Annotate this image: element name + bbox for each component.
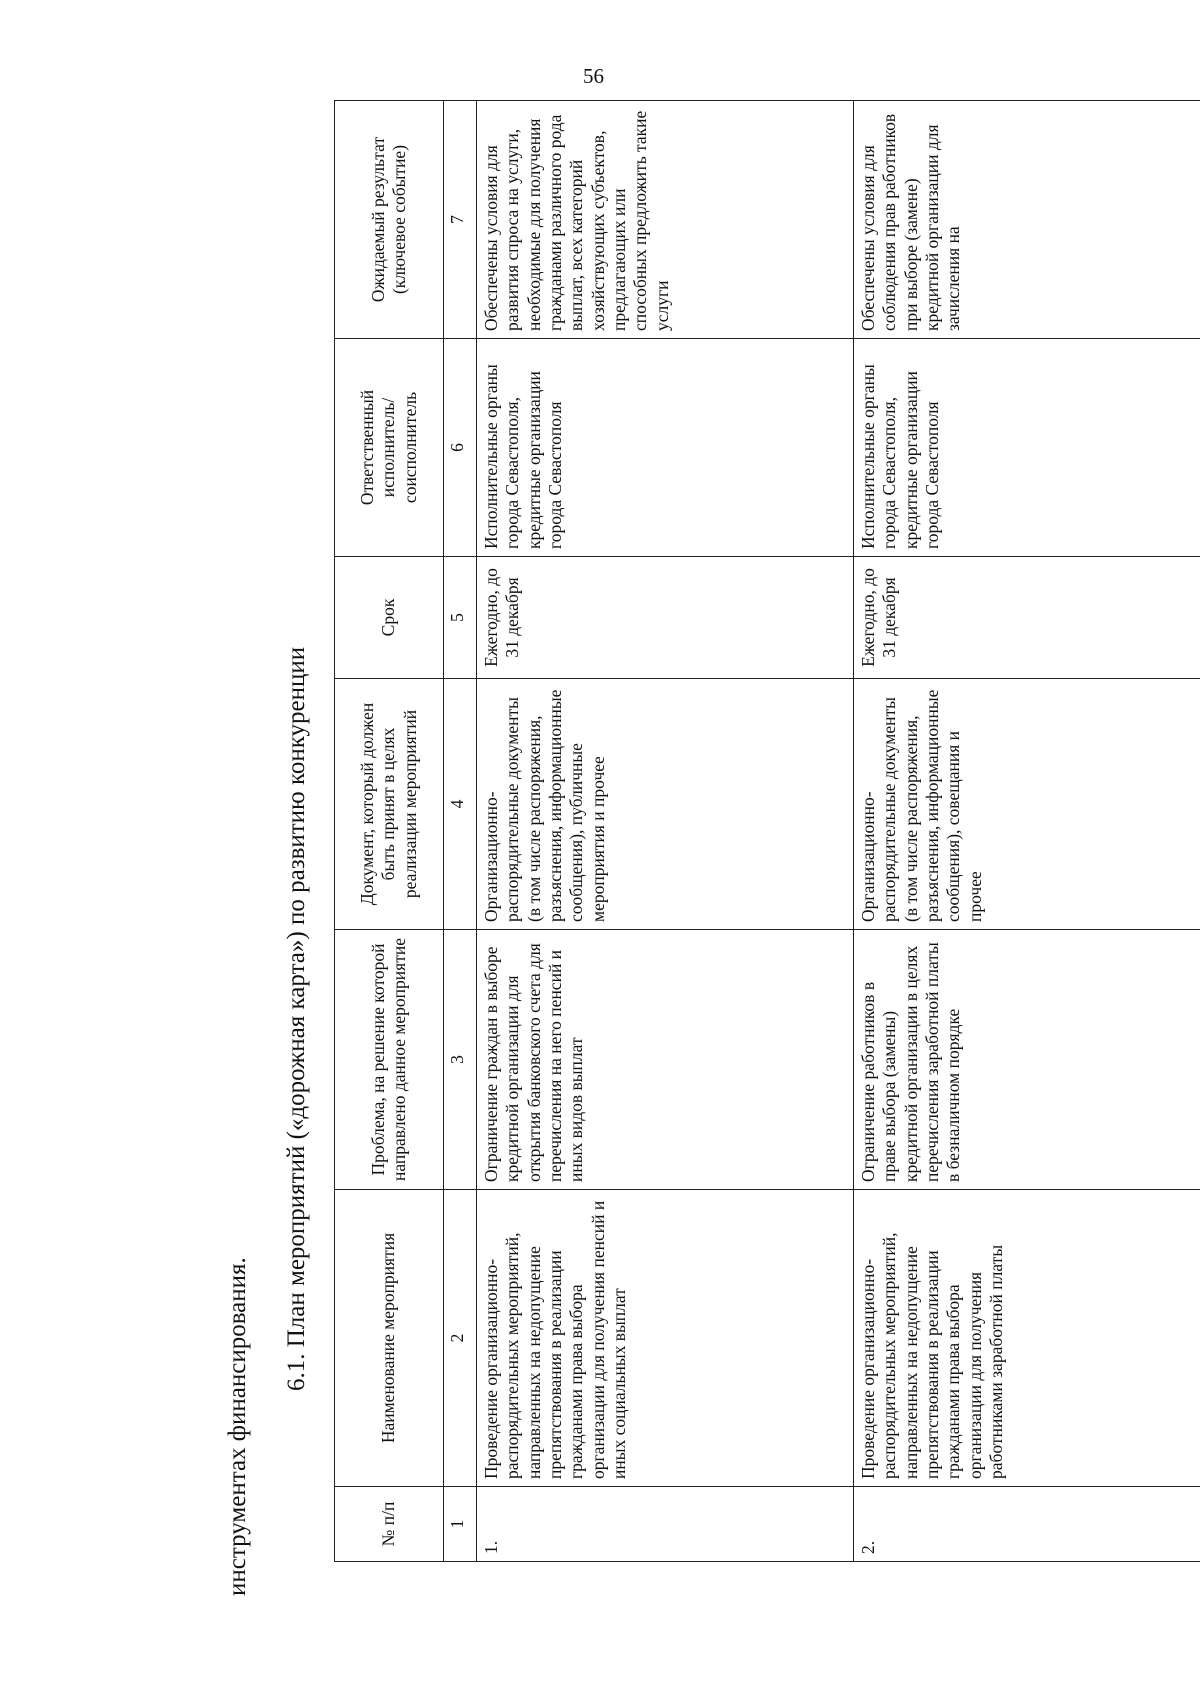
table-row (854, 101, 1200, 1562)
column-number: 6 (444, 339, 477, 557)
column-header: Наименование мероприятия (335, 1190, 444, 1487)
page-number: 56 (583, 64, 604, 88)
problem-cell: Ограничение граждан в выборе кредитной организации для открытия банковского счета для перечисления на него пенсий и иных видов выплат (477, 930, 854, 1190)
deadline-cell: Ежегодно, до 31 декабря (854, 557, 1200, 679)
roadmap-table (334, 100, 1200, 1562)
row-number: 1. (477, 1487, 854, 1562)
responsible-cell: Исполнительные органы города Севастополя, кредитные организации города Севастополя (854, 339, 1200, 557)
deadline-cell: Ежегодно, до 31 декабря (477, 557, 854, 679)
column-number: 2 (444, 1190, 477, 1487)
column-header: Проблема, на решение которой направлено данное мероприятие (335, 930, 444, 1190)
column-header: Срок (335, 557, 444, 679)
result-cell: Обеспечены условия для развития спроса на услуги, необходимые для получения гражданами различного рода выплат, всех категорий хозяйствующих субъектов, предлагающих или способных предложить такие услуги (477, 101, 854, 339)
column-number-row (444, 101, 477, 1562)
column-number: 4 (444, 679, 477, 930)
column-number: 1 (444, 1487, 477, 1562)
result-cell: Обеспечены условия для соблюдения прав работников при выборе (замене) кредитной организации для зачисления на (854, 101, 1200, 339)
document-cell: Организационно-распорядительные документы (в том числе распоряжения, разъяснения, информационные сообщения), публичные мероприятия и прочее (477, 679, 854, 930)
measure-name: Проведение организационно-распорядительных мероприятий, направленных на недопущение препятствования в реализации гражданами права выбора организации для получения пенсий и иных социальных выплат (477, 1190, 854, 1487)
row-number: 2. (854, 1487, 1200, 1562)
responsible-cell: Исполнительные органы города Севастополя, кредитные организации города Севастополя (477, 339, 854, 557)
column-header: № п/п (335, 1487, 444, 1562)
column-number: 5 (444, 557, 477, 679)
column-number: 3 (444, 930, 477, 1190)
column-header: Документ, который должен быть принят в целях реализации мероприятий (335, 679, 444, 930)
measure-name: Проведение организационно-распорядительных мероприятий, направленных на недопущение препятствования в реализации гражданами права выбора организации для получения работниками заработной платы (854, 1190, 1200, 1487)
table-header-row (335, 101, 444, 1562)
problem-cell: Ограничение работников в праве выбора (замены) кредитной организации в целях перечисления заработной платы в безналичном порядке (854, 930, 1200, 1190)
table-row (477, 101, 854, 1562)
column-header: Ответственный исполнитель/ соисполнитель (335, 339, 444, 557)
table-title: 6.1. План мероприятий («дорожная карта») по развитию конкуренции (283, 646, 310, 1391)
column-header: Ожидаемый результат (ключевое событие) (335, 101, 444, 339)
intro-text: инструментах финансирования. (224, 1257, 251, 1596)
column-number: 7 (444, 101, 477, 339)
document-cell: Организационно-распорядительные документы (в том числе распоряжения, разъяснения, информационные сообщения), совещания и прочее (854, 679, 1200, 930)
